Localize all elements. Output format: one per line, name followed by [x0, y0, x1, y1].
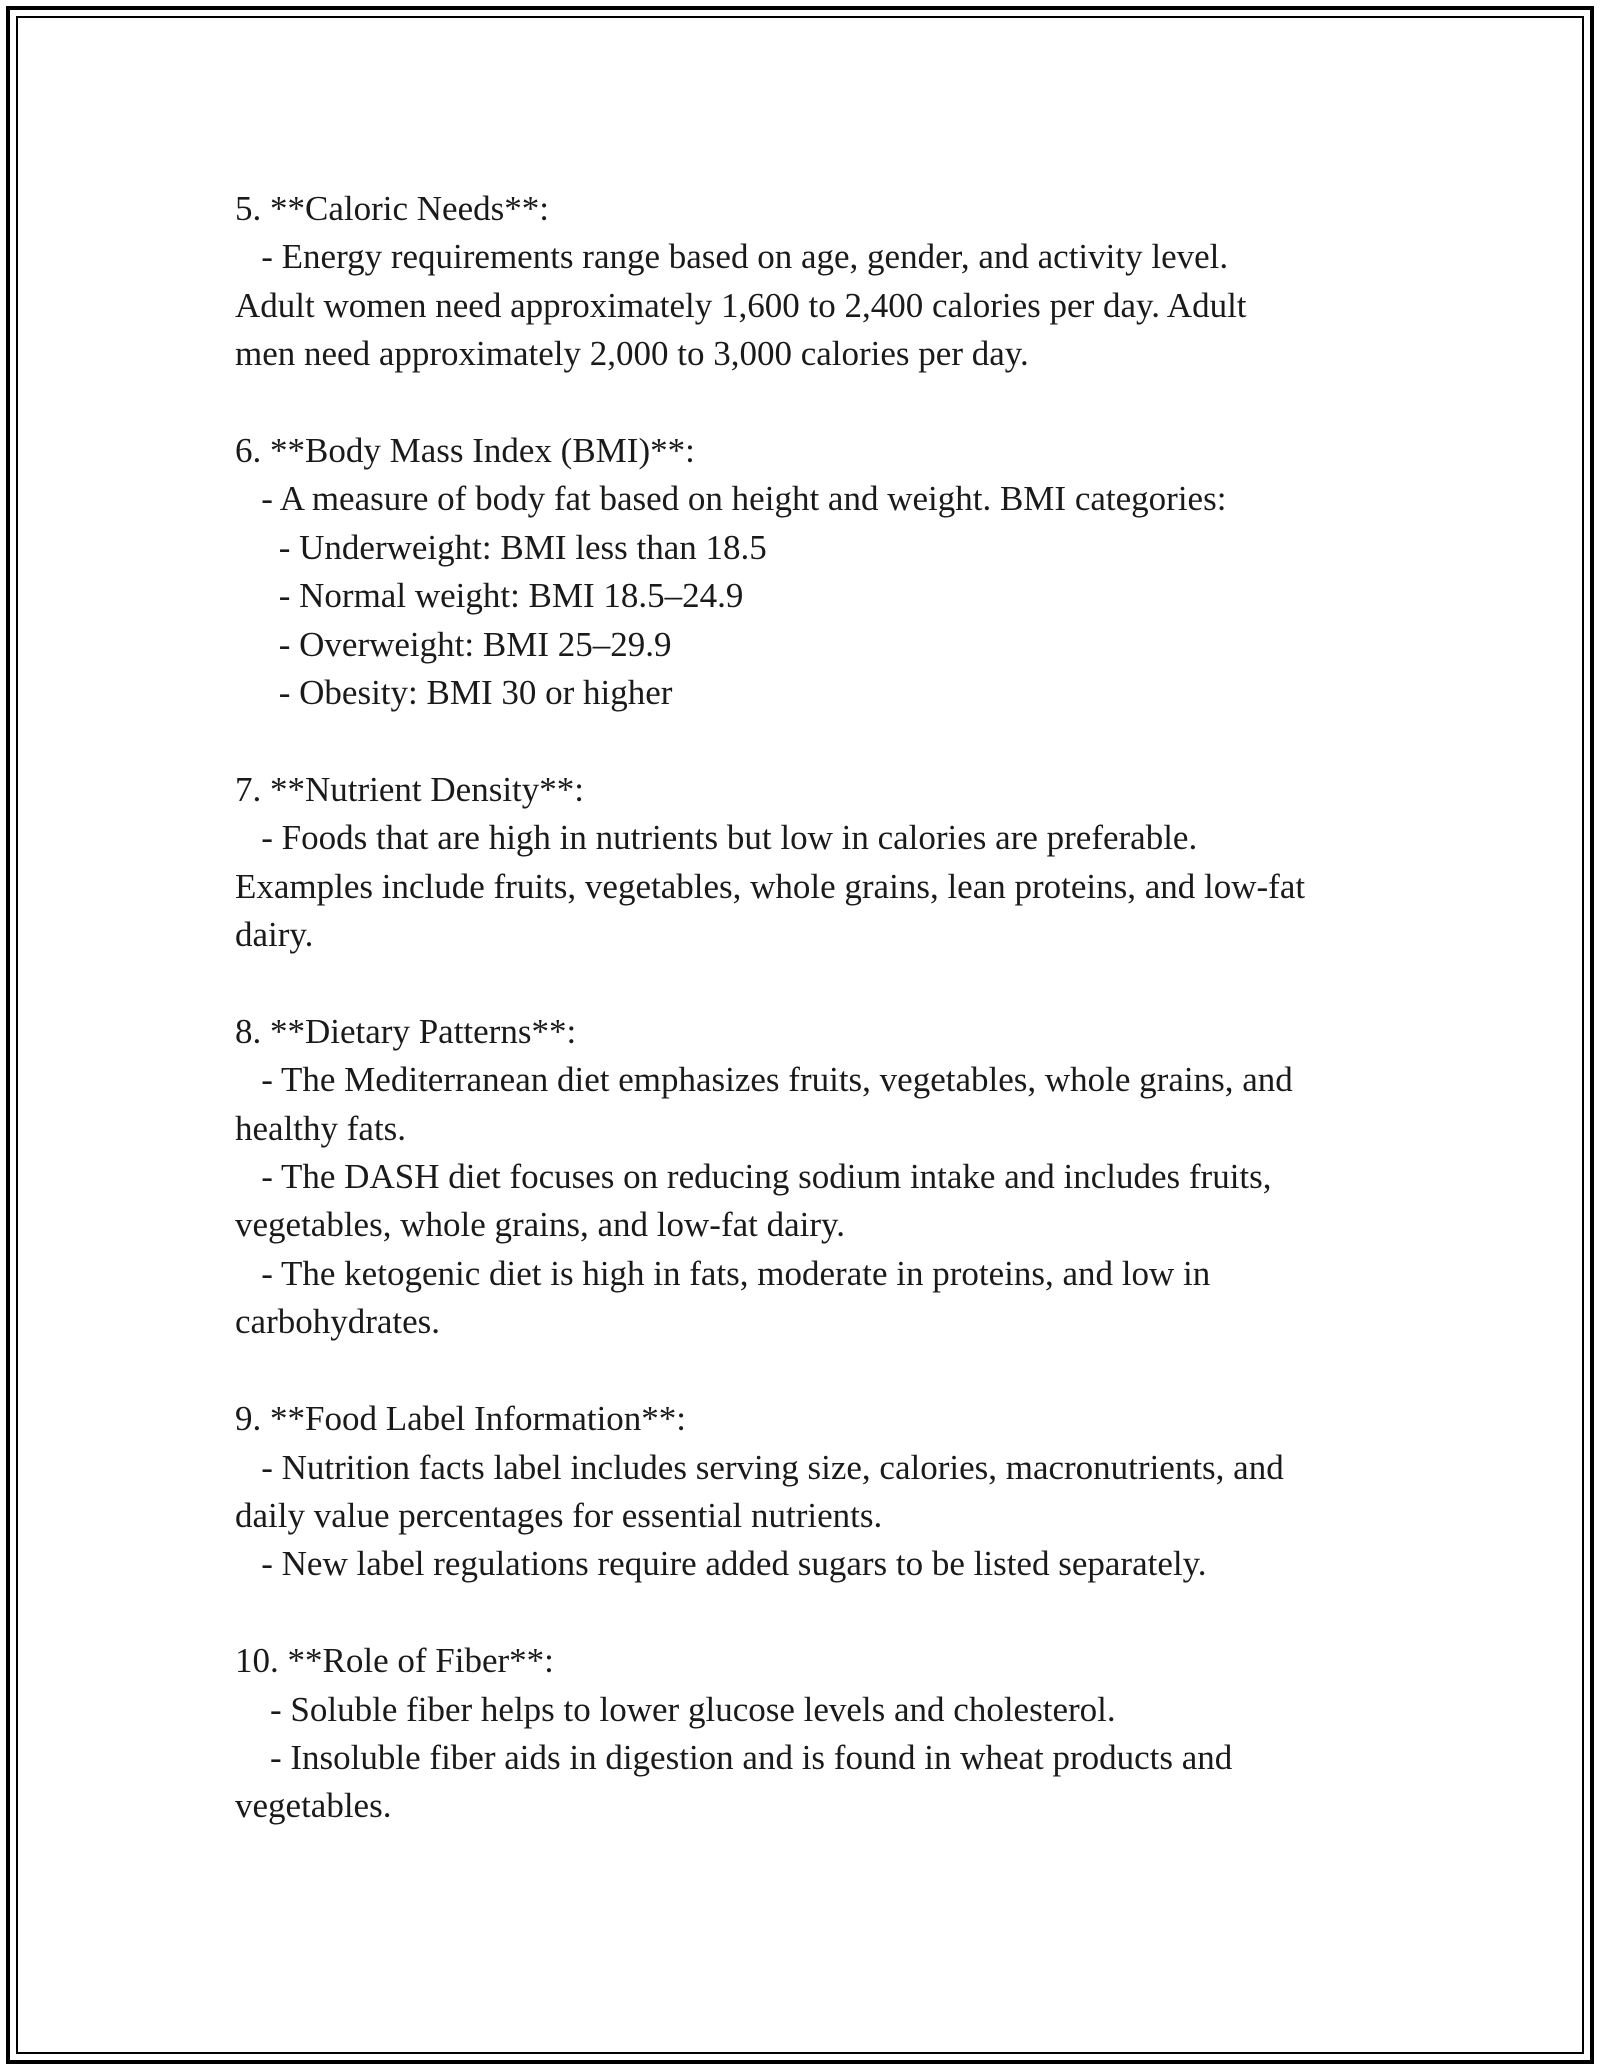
- text-line: men need approximately 2,000 to 3,000 calories per day.: [235, 334, 1029, 374]
- section-heading: 10. **Role of Fiber**:: [235, 1641, 554, 1681]
- text-line: dairy.: [235, 915, 314, 955]
- text-line: - Underweight: BMI less than 18.5: [235, 527, 767, 567]
- text-line: Adult women need approximately 1,600 to 2,400 calories per day. Adult: [235, 285, 1247, 325]
- text-line: - Energy requirements range based on age, gender, and activity level.: [235, 237, 1229, 277]
- blank-line: [235, 1347, 1395, 1395]
- section-heading: 6. **Body Mass Index (BMI)**:: [235, 431, 695, 471]
- text-line: - New label regulations require added sugars to be listed separately.: [235, 1544, 1207, 1584]
- text-line: vegetables, whole grains, and low-fat dairy.: [235, 1205, 846, 1245]
- text-line: - Soluble fiber helps to lower glucose levels and cholesterol.: [235, 1689, 1116, 1729]
- section-heading: 8. **Dietary Patterns**:: [235, 1011, 577, 1051]
- section-nutrient-density: [235, 766, 1395, 960]
- section-bmi: [235, 427, 1395, 717]
- blank-line: [235, 379, 1395, 427]
- text-line: healthy fats.: [235, 1108, 407, 1148]
- blank-line: [235, 1589, 1395, 1637]
- text-line: - Nutrition facts label includes serving size, calories, macronutrients, and: [235, 1447, 1284, 1487]
- section-heading: 7. **Nutrient Density**:: [235, 769, 584, 809]
- section-food-label: [235, 1395, 1395, 1589]
- section-role-of-fiber: [235, 1637, 1395, 1831]
- section-heading: 5. **Caloric Needs**:: [235, 189, 549, 228]
- text-line: - Obesity: BMI 30 or higher: [235, 673, 673, 713]
- text-line: carbohydrates.: [235, 1302, 441, 1342]
- text-line: - Foods that are high in nutrients but low in calories are preferable.: [235, 818, 1198, 858]
- section-caloric-needs: [235, 185, 1395, 379]
- text-line: - The ketogenic diet is high in fats, moderate in proteins, and low in: [235, 1253, 1211, 1293]
- text-line: - Normal weight: BMI 18.5–24.9: [235, 576, 744, 616]
- text-line: - Overweight: BMI 25–29.9: [235, 624, 672, 664]
- text-line: - The DASH diet focuses on reducing sodium intake and includes fruits,: [235, 1157, 1272, 1197]
- text-line: daily value percentages for essential nutrients.: [235, 1495, 883, 1535]
- text-line: - A measure of body fat based on height and weight. BMI categories:: [235, 479, 1227, 519]
- text-line: - Insoluble fiber aids in digestion and is found in wheat products and: [235, 1737, 1233, 1777]
- blank-line: [235, 717, 1395, 765]
- text-line: - The Mediterranean diet emphasizes fruits, vegetables, whole grains, and: [235, 1060, 1293, 1100]
- text-line: Examples include fruits, vegetables, whole grains, lean proteins, and low-fat: [235, 866, 1306, 906]
- text-line: vegetables.: [235, 1786, 392, 1826]
- section-dietary-patterns: [235, 1008, 1395, 1347]
- section-heading: 9. **Food Label Information**:: [235, 1399, 687, 1439]
- document-body: [235, 185, 1395, 1831]
- blank-line: [235, 959, 1395, 1007]
